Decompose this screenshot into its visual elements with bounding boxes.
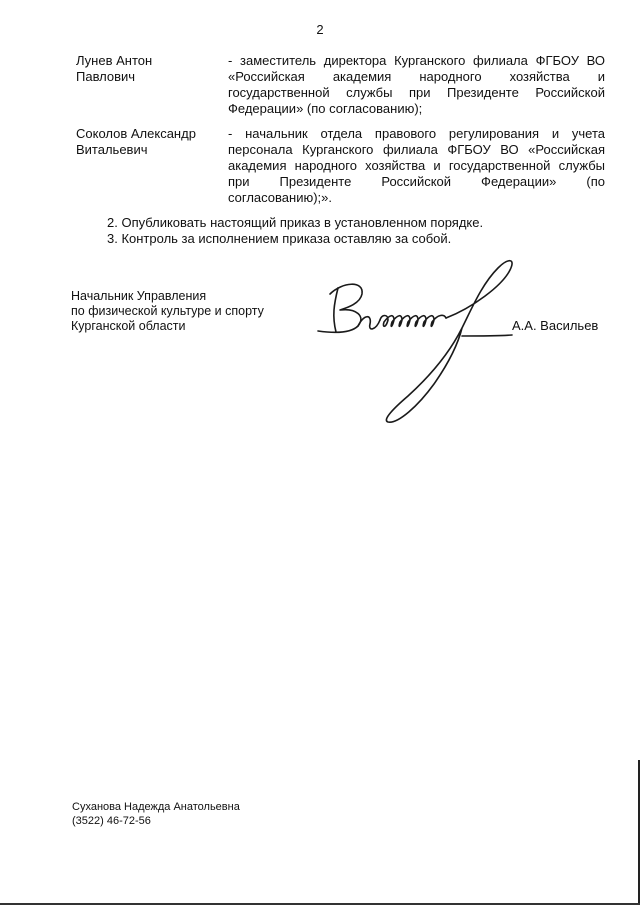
order-items [107,215,483,247]
member-role-line: Федерации» (по согласованию); [228,101,423,116]
member-name [76,126,226,158]
order-item: 3. Контроль за исполнением приказа оставляю за собой. [107,231,452,246]
member-role-line: согласованию);». [228,190,332,205]
member-name-line: Павлович [76,69,136,84]
member-entry-sokolov [76,126,606,211]
contact-phone: (3522) 46-72-56 [72,815,151,827]
member-name-line: Соколов Александр [76,126,196,141]
member-role-line: при Президенте Российской Федерации» (по [228,174,605,189]
signer-title-line: по физической культуре и спорту [71,304,264,318]
contact-info [72,800,240,828]
member-name-line: Лунев Антон [76,53,153,68]
signer-title-line: Начальник Управления [71,289,207,303]
member-role-line: академия народного хозяйства и государственной службы [228,158,605,173]
member-role-line: «Российская академия народного хозяйства и [228,69,605,84]
member-role-line: - заместитель директора Курганского филиала ФГБОУ ВО [228,53,605,68]
member-role [228,53,605,117]
order-item: 2. Опубликовать настоящий приказ в установленном порядке. [107,215,484,230]
signer-title-line: Курганской области [71,319,186,333]
signer-name: А.А. Васильев [512,318,599,333]
member-role-line: - начальник отдела правового регулирования и учета [228,126,605,141]
member-role-line: государственной службы при Президенте Российской [228,85,605,100]
contact-name: Суханова Надежда Анатольевна [72,801,240,813]
handwritten-signature [312,256,522,426]
member-entry-lunev [76,53,606,123]
member-role [228,126,605,206]
page-number: 2 [316,22,324,37]
member-name-line: Витальевич [76,142,148,157]
signer-title [71,289,264,334]
member-role-line: персонала Курганского филиала ФГБОУ ВО «Российская [228,142,605,157]
member-name [76,53,226,85]
